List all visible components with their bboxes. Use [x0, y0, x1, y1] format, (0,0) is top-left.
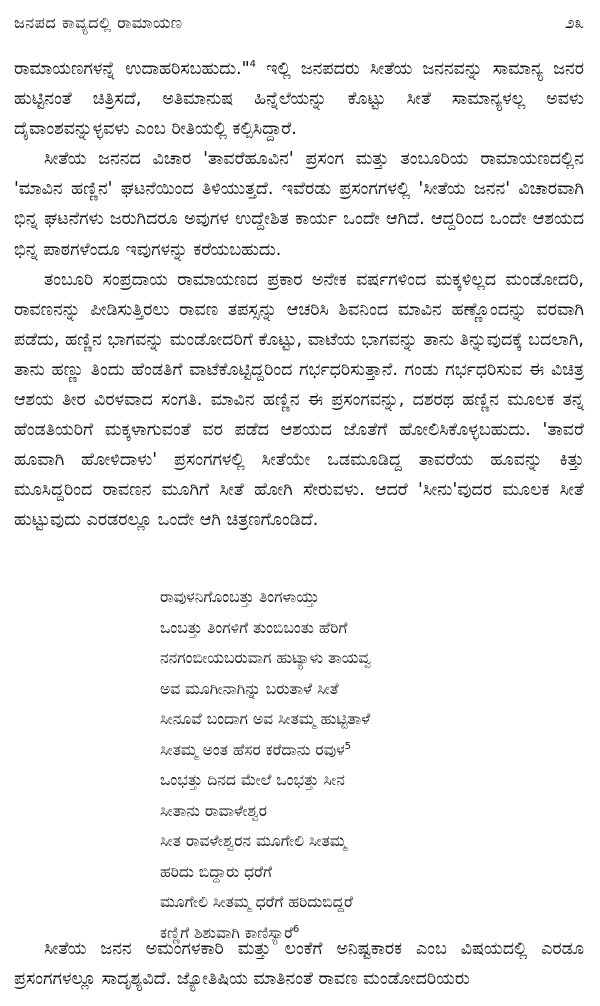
verse-line: ನನಗಂಬೀಯಬರುವಾಗ ಹುಟ್ಯಾಳು ತಾಯವ್ವ — [160, 649, 372, 667]
paragraph-2: ಸೀತೆಯ ಜನನದ ವಿಚಾರ 'ತಾವರೆಹೂವಿನ' ಪ್ರಸಂಗ ಮತ್ತು ತಂಬೂರಿಯ ರಾಮಾಯಣದಲ್ಲಿನ 'ಮಾವಿನ ಹಣ್ಣಿನ' ಘಟನೆಯಿಂದ ತಿಳಿಯುತ್ತದೆ. ಇವೆರಡು ಪ್ರಸಂಗಗಳಲ್ಲಿ 'ಸೀತೆಯ ಜನನ' ವಿಚಾರವಾಗಿ ಭಿನ್ನ ಘಟನೆಗಳು ಜರುಗಿದರೂ ಅವುಗಳ ಉದ್ದೇಶಿತ ಕಾರ್ಯ ಒಂದೇ ಆಗಿದೆ. ಆದ್ದರಿಂದ ಒಂದೇ ಆಶಯದ ಭಿನ್ನ ಪಾಠಗಳೆಂದೂ ಇವುಗಳನ್ನು ಕರೆಯಬಹುದು. — [14, 149, 584, 260]
verse-line: ಅವ ಮೂಗೀನಾಗಿನ್ನು ಬರುತಾಳೆ ಸೀತೆ — [160, 679, 339, 698]
footnote-marker: 4 — [249, 59, 257, 71]
paragraph-4: ಸೀತೆಯ ಜನನ ಅಮಂಗಳಕಾರಿ ಮತ್ತು ಲಂಕೆಗೆ ಅನಿಷ್ಟಕಾರಕ ಎಂಬ ವಿಷಯದಲ್ಲಿ ಎರಡೂ ಪ್ರಸಂಗಗಳಲ್ಲೂ ಸಾದೃಶ್ಯವಿದೆ. ಜ್ಯೋತಿಷಿಯ ಮಾತಿನಂತೆ ರಾವಣ ಮಂಡೋದರಿಯರು — [14, 939, 584, 990]
verse-line: ರಾವುಳನಿಗೊಂಬತ್ತು ತಿಂಗಳಾಯ್ತು — [160, 588, 320, 606]
bottom-text — [14, 934, 584, 994]
verse-line: ಮೂಗೇಲಿ ಸೀತಮ್ಮ ಧರೆಗೆ ಹರಿದುಬಿದ್ದರೆ — [160, 893, 353, 911]
verse-line-text: ಕಣ್ಣಿಗೆ ಶಿಶುವಾಗಿ ಕಾಣಿಸ್ಯಾರೆ — [160, 923, 293, 942]
paragraph-1-text-a: ರಾಮಾಯಣಗಳನ್ನೆ ಉದಾಹರಿಸಬಹುದು." — [14, 59, 250, 79]
page-header — [14, 6, 584, 40]
running-head: ಜನಪದ ಕಾವ್ಯದಲ್ಲಿ ರಾಮಾಯಣ — [14, 13, 183, 32]
page-number: ೨೩ — [564, 13, 584, 33]
footnote-marker: 6 — [292, 923, 300, 935]
verse-line-text: ಸೀತಮ್ಮ ಅಂತ ಹೆಸರ ಕರೆದಾನು ರವುಳ — [160, 740, 345, 759]
verse-line: ಒಂಬತ್ತು ತಿಂಗಳಿಗೆ ತುಂಬಿಬಂತು ಹೆರಿಗೆ — [160, 618, 348, 637]
paragraph-1-text-b: ಇಲ್ಲಿ ಜನಪದರು ಸೀತೆಯ ಜನನವನ್ನು ಸಾಮಾನ್ಯ ಜನರ ಹುಟ್ಟಿನಂತೆ ಚಿತ್ರಿಸದೆ, ಅತಿಮಾನುಷ ಹಿನ್ನೆಲೆಯನ್ನು ಕೊಟ್ಟು ಸೀತೆ ಸಾಮಾನ್ಯಳಲ್ಲ ಅವಳು ದೈವಾಂಶವನ್ನುಳ್ಳವಳು ಎಂಬ ರೀತಿಯಲ್ಲಿ ಕಲ್ಪಿಸಿದ್ದಾರೆ. — [14, 59, 584, 140]
verse-line: ಹರಿದು ಬಿದ್ದಾರು ಧರೆಗೆ — [160, 862, 272, 881]
verse-line: ಒಂಭತ್ತು ದಿನದ ಮೇಲೆ ಒಂಭತ್ತು ಸೀನ — [160, 771, 345, 789]
body-text — [14, 54, 584, 536]
paragraph-3: ತಂಬೂರಿ ಸಂಪ್ರದಾಯ ರಾಮಾಯಣದ ಪ್ರಕಾರ ಅನೇಕ ವರ್ಷಗಳಿಂದ ಮಕ್ಕಳಿಲ್ಲದ ಮಂಡೋದರಿ, ರಾವಣನನ್ನು ಪೀಡಿಸುತ್ತಿರಲು ರಾವಣ ತಪಸ್ಸನ್ನು ಆಚರಿಸಿ ಶಿವನಿಂದ ಮಾವಿನ ಹಣ್ಣೊಂದನ್ನು ವರವಾಗಿ ಪಡೆದು, ಹಣ್ಣಿನ ಭಾಗವನ್ನು ಮಂಡೋದರಿಗೆ ಕೊಟ್ಟು, ವಾಟೆಯ ಭಾಗವನ್ನು ತಾನು ತಿನ್ನುವುದಕ್ಕೆ ಬದಲಾಗಿ, ತಾನು ಹಣ್ಣು ತಿಂದು ಹೆಂಡತಿಗೆ ವಾಟೆಕೊಟ್ಟಿದ್ದರಿಂದ ಗರ್ಭಧರಿಸುತ್ತಾನೆ. ಗಂಡು ಗರ್ಭಧರಿಸುವ ಈ ವಿಚಿತ್ರ ಆಶಯ ತೀರ ವಿರಳವಾದ ಸಂಗತಿ. ಮಾವಿನ ಹಣ್ಣಿನ ಈ ಪ್ರಸಂಗವನ್ನು, ದಶರಥ ಹಣ್ಣಿನ ಮೂಲಕ ತನ್ನ ಹೆಂಡತಿಯರಿಗೆ ಮಕ್ಕಳಾಗುವಂತೆ ವರ ಪಡೆದ ಆಶಯದ ಜೊತೆಗೆ ಹೋಲಿಸಿಕೊಳ್ಳಬಹುದು. 'ತಾವರೆ ಹೂವಾಗಿ ಹೋಳಿದಾಳು' ಪ್ರಸಂಗಗಳಲ್ಲಿ ಸೀತೆಯೇ ಒಡಮೂಡಿದ್ದ ತಾವರೆಯ ಹೂವನ್ನು ಕಿತ್ತು ಮೂಸಿದ್ದರಿಂದ ರಾವಣನ ಮೂಗಿಗೆ ಸೀತೆ ಹೋಗಿ ಸೇರುವಳು. ಆದರೆ 'ಸೀನು'ವುದರ ಮೂಲಕ ಸೀತೆ ಹುಟ್ಟುವುದು ಎರಡರಲ್ಲೂ ಒಂದೇ ಆಗಿ ಚಿತ್ರಣಗೊಂಡಿದೆ. — [14, 269, 584, 531]
verse-line-with-footnote — [160, 735, 580, 766]
verse-line: ಸೀತಾನು ರಾವಾಳೇಶ್ವರ — [160, 801, 267, 820]
paragraph-1 — [14, 54, 584, 144]
verse-line: ಸೀನೂವೆ ಬಂದಾಗ ಅವ ಸೀತಮ್ಮ ಹುಟ್ಟಿತಾಳೆ — [160, 710, 371, 728]
footnote-marker: 5 — [344, 740, 352, 752]
verse-line: ಸೀತ ರಾವಳೇಶ್ವರನ ಮೂಗೇಲಿ ಸೀತಮ್ಮ — [160, 832, 347, 850]
folk-verse — [160, 582, 580, 948]
